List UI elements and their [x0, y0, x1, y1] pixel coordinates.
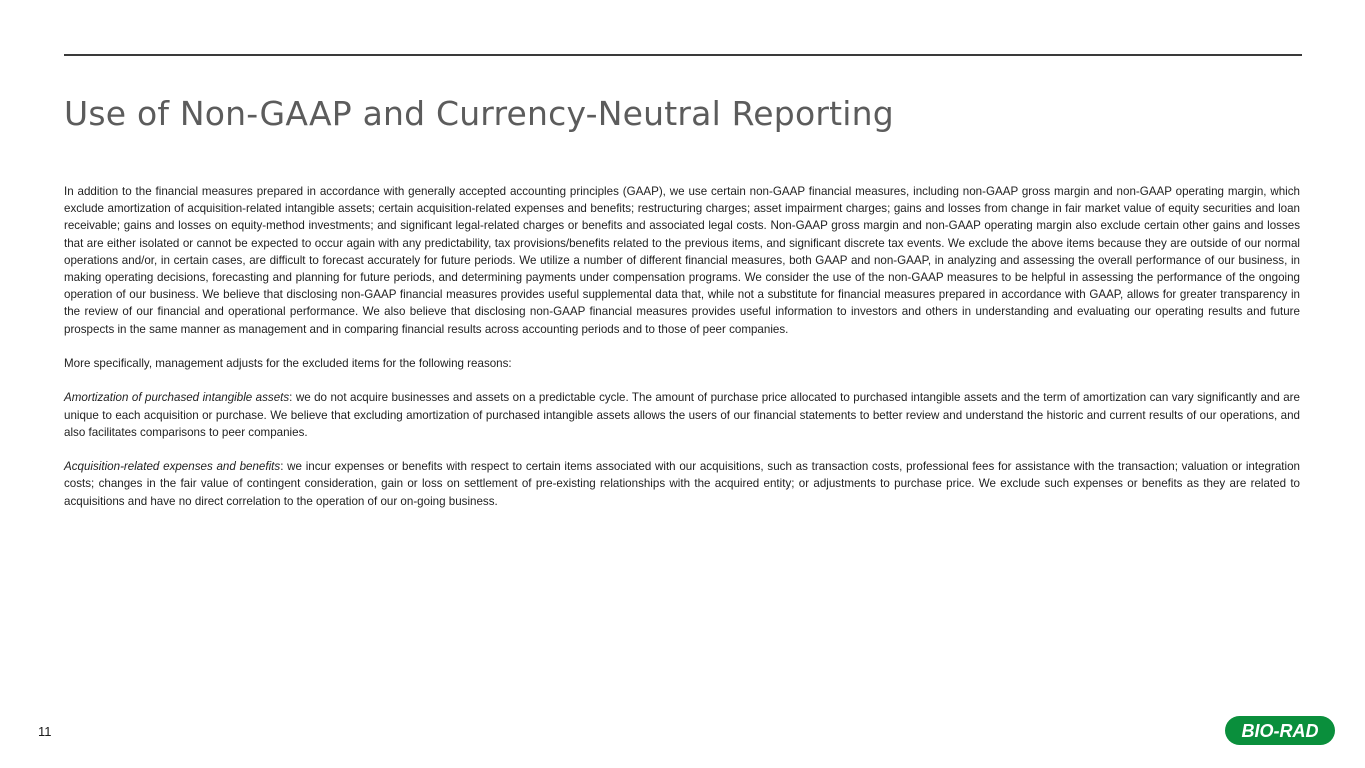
amortization-text: : we do not acquire businesses and assets on a predictable cycle. The amount of purchase price allocated to purchased intangible assets and the term of amortization can vary significantly and are unique to each acquisition or purchase. We believe that excluding amortization of purchased intangible assets allows the users of our financial statements to better review and understand the historic and current results of our operations, and also facilitates comparisons to peer companies.: [64, 391, 1300, 439]
intro-paragraph: In addition to the financial measures prepared in accordance with generally accepted accounting principles (GAAP), we use certain non-GAAP financial measures, including non-GAAP gross margin and non-GAAP operating margin, which exclude amortization of acquisition-related intangible assets; certain acquisition-related expenses and benefits; restructuring charges; asset impairment charges; gains and losses from change in fair market value of equity securities and loan receivable; gains and losses on equity-method investments; and significant legal-related charges or benefits and associated legal costs. Non-GAAP gross margin and non-GAAP operating margin also exclude certain other gains and losses that are either isolated or cannot be expected to occur again with any predictability, tax provisions/benefits related to the previous items, and significant discrete tax events. We exclude the above items because they are outside of our normal operations and/or, in certain cases, are difficult to forecast accurately for future periods. We utilize a number of different financial measures, both GAAP and non-GAAP, in analyzing and assessing the overall performance of our business, in making operating decisions, forecasting and planning for future periods, and determining payments under compensation programs. We consider the use of the non-GAAP measures to be helpful in assessing the performance of the ongoing operation of our business. We believe that disclosing non-GAAP financial measures provides useful supplemental data that, while not a substitute for financial measures prepared in accordance with GAAP, allows for greater transparency in the review of our financial and operational performance. We also believe that disclosing non-GAAP financial measures provides useful information to investors and others in understanding and evaluating our operating results and future prospects in the same manner as management and in comparing financial results across accounting periods and to those of peer companies.: [64, 185, 1300, 336]
specifics-paragraph: More specifically, management adjusts for the excluded items for the following reasons:: [64, 357, 512, 371]
body-text: [64, 183, 1300, 510]
acquisition-text: : we incur expenses or benefits with respect to certain items associated with our acquisitions, such as transaction costs, professional fees for assistance with the transaction; valuation or integration costs; changes in the fair value of contingent consideration, gain or loss on settlement of pre-existing relationships with the acquired entity; or adjustments to purchase price. We exclude such expenses or benefits as they are related to acquisitions and have no direct correlation to the operation of our on-going business.: [64, 460, 1300, 508]
bio-rad-logo: [1224, 715, 1336, 746]
acquisition-paragraph: [64, 458, 1300, 510]
amortization-paragraph: [64, 389, 1300, 441]
page-number: 11: [38, 724, 52, 739]
slide-title: Use of Non-GAAP and Currency-Neutral Reporting: [64, 94, 894, 133]
amortization-term: Amortization of purchased intangible assets: [64, 391, 290, 405]
header-divider: [64, 54, 1302, 56]
acquisition-term: Acquisition-related expenses and benefits: [64, 460, 281, 474]
logo-wordmark: BIO-RAD: [1241, 721, 1319, 741]
